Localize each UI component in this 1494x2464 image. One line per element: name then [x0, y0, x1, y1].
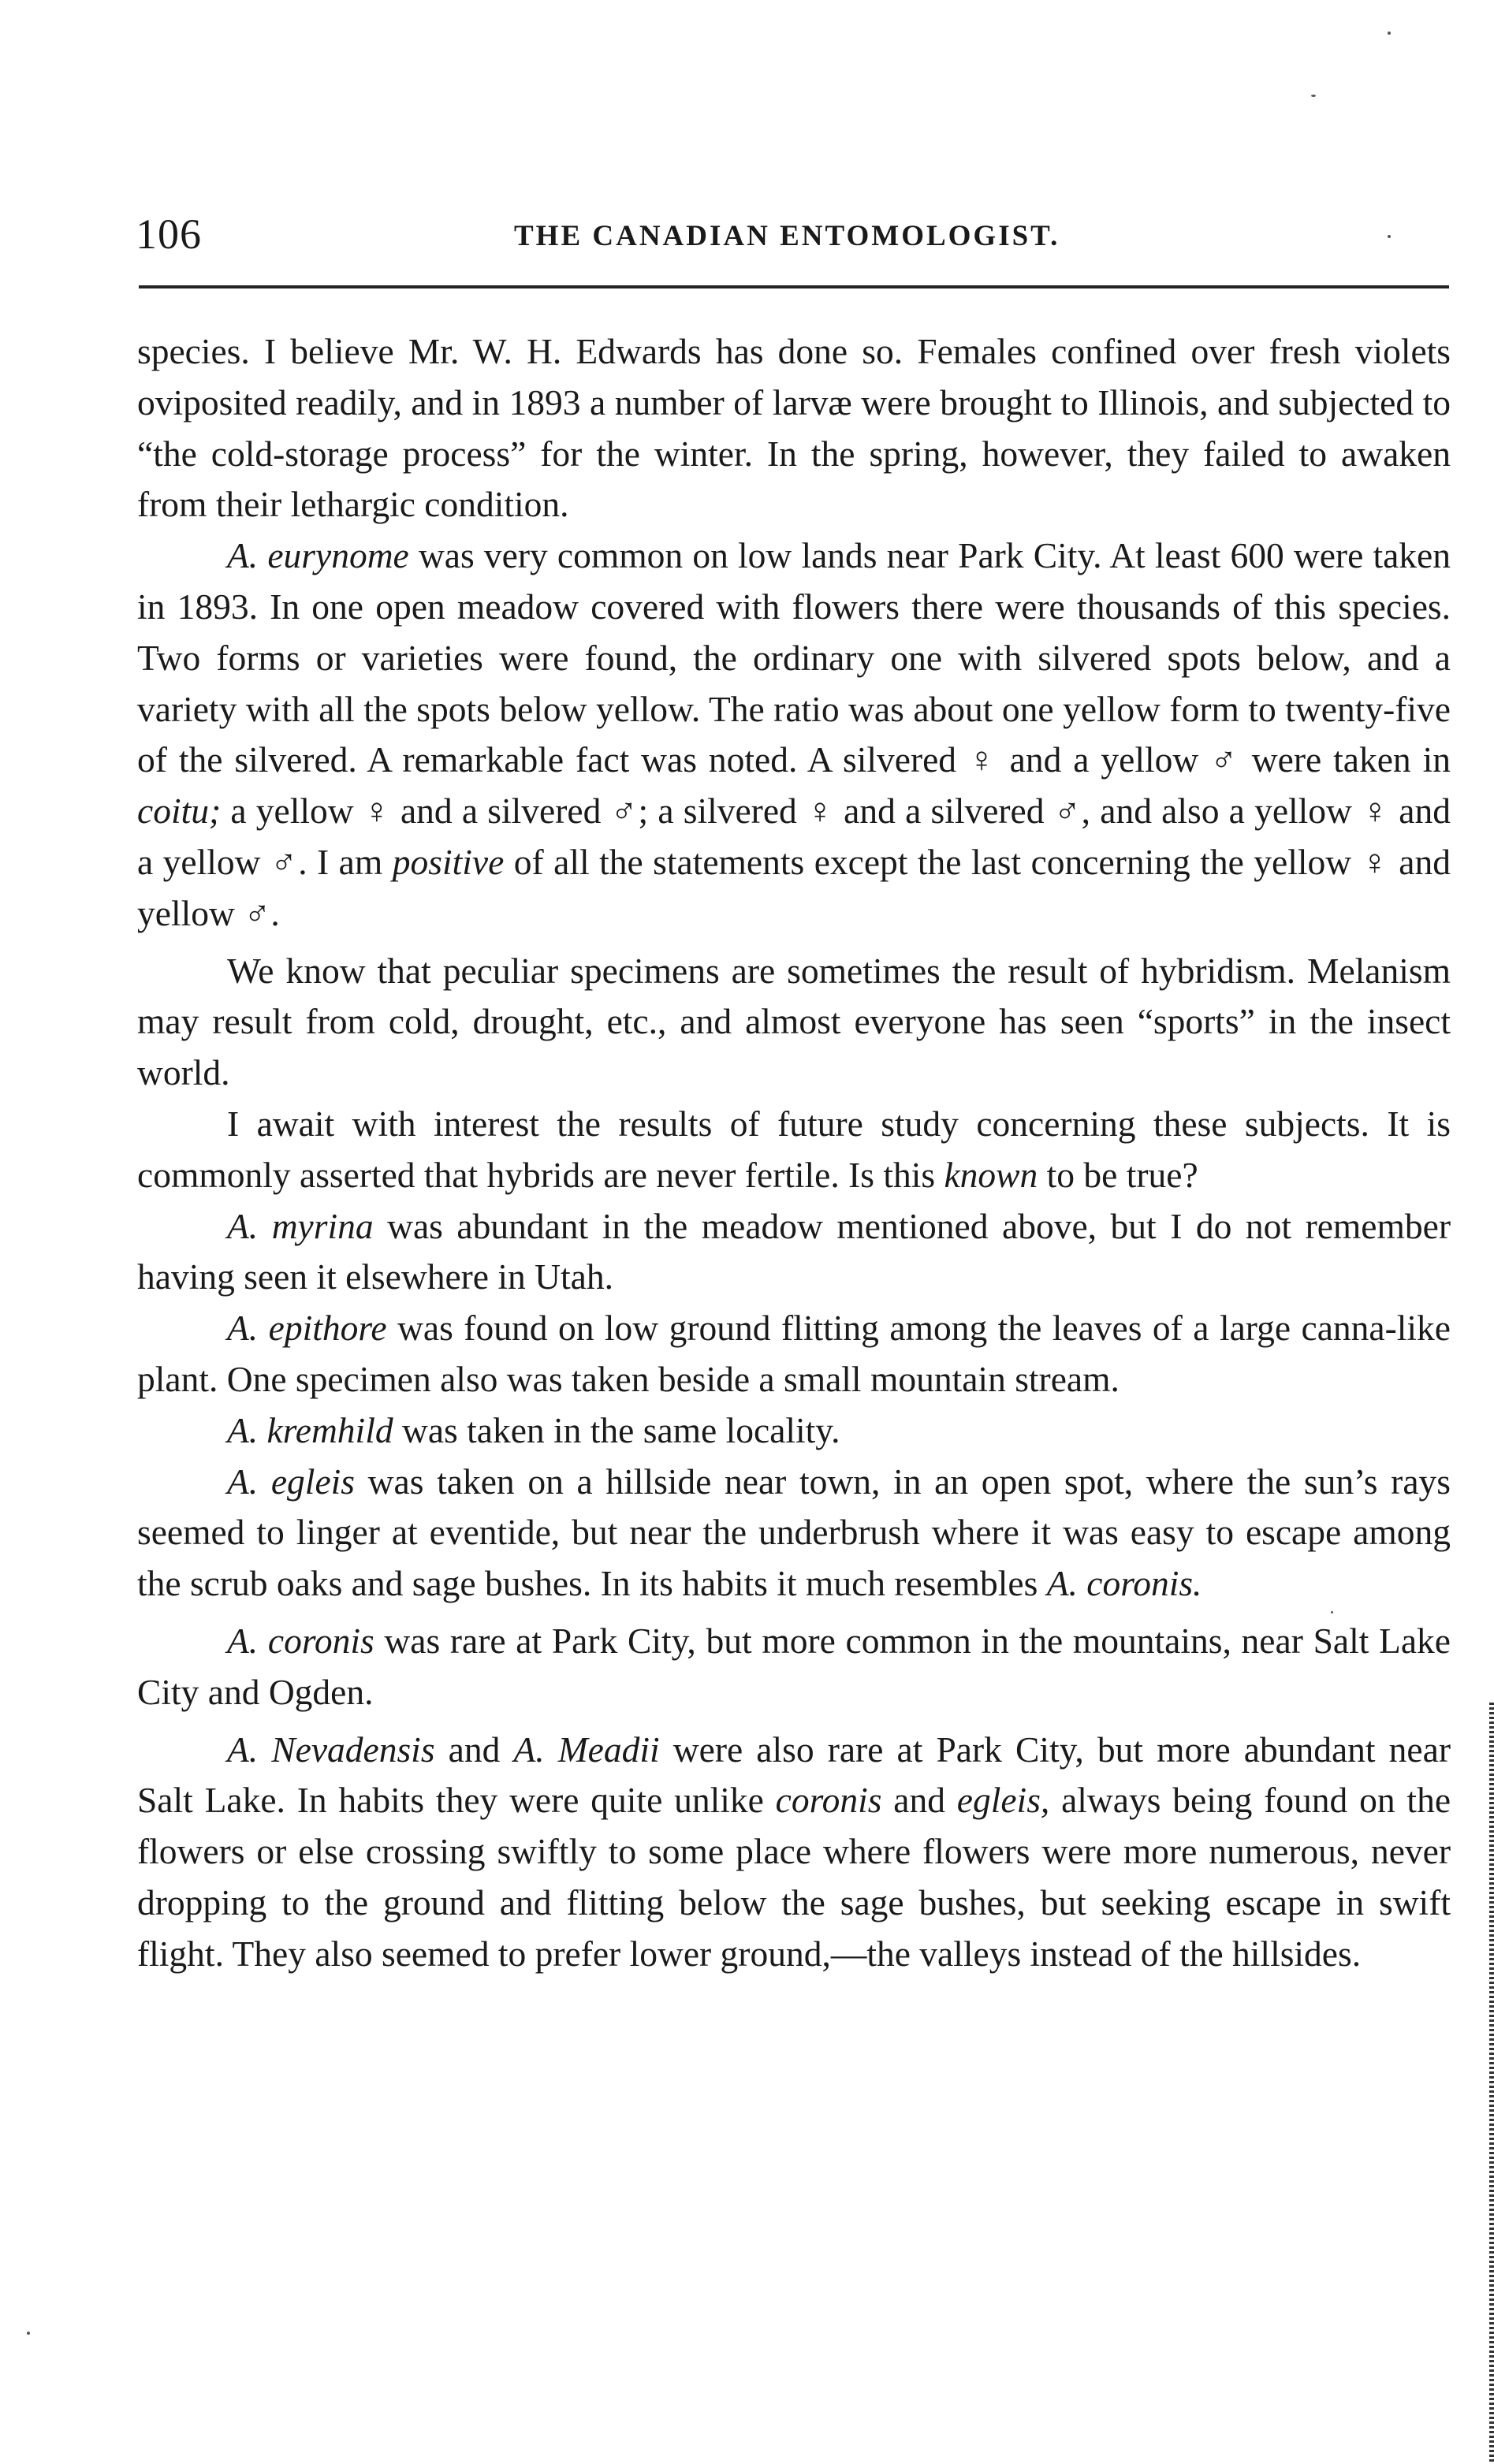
emphasis: positive: [392, 841, 505, 882]
paragraph-nevadensis-meadii: [137, 1725, 1451, 1980]
paragraph-text: and: [881, 1780, 957, 1821]
scan-speck: [1388, 235, 1391, 238]
species-name: A. eurynome: [227, 535, 409, 576]
species-name: A. epithore: [227, 1308, 387, 1349]
scan-edge-shadow: [1489, 1703, 1494, 2464]
paragraph-text: to be true?: [1038, 1154, 1198, 1195]
paragraph-text: always being found on the flowers or else crossing swiftly to some place where flowers were more numerous, never dropping to the ground and flitting below the sage bushes, but seeking escape in swift flight. They also seemed to prefer lower ground,—the valleys instead of the hillsides.: [137, 1780, 1451, 1974]
paragraph-text: was very common on low lands near Park City. At least 600 were taken in 1893. In one open meadow covered with flowers there were thousands of this species. Two forms or varieties were found, the ordinary one with silvered spots below, and a variety with all the spots below yellow. The ratio was about one yellow form to twenty-five of the silvered. A remarkable fact was noted. A silvered ♀ and a yellow ♂ were taken in: [137, 535, 1451, 780]
scan-speck: [27, 2332, 30, 2335]
paragraph-kremhild: [137, 1405, 1451, 1457]
species-name: A. myrina: [227, 1205, 374, 1246]
paragraph-text: was taken on a hillside near town, in an open spot, where the sun’s rays seemed to linger at eventide, but near the underbrush where it was easy to escape among the scrub oaks and sage bushes. In its habits it much resembles: [137, 1461, 1451, 1604]
scan-speck: [1388, 32, 1391, 35]
emphasis: known: [944, 1154, 1038, 1195]
paragraph-text: a yellow ♀ and a silvered ♂; a silvered ♀ and a silvered ♂, and also a yellow ♀ and a yellow ♂. I am: [137, 791, 1451, 882]
paragraph-text: was rare at Park City, but more common in the mountains, near Salt Lake City and Ogden.: [137, 1620, 1451, 1712]
paragraph-epithore: [137, 1303, 1451, 1405]
paragraph-eurynome: [137, 530, 1451, 939]
page-number: 106: [136, 210, 202, 258]
paragraph-text: was taken in the same locality.: [393, 1409, 840, 1450]
species-name: A. Nevadensis: [227, 1729, 435, 1770]
paragraph-text: of all the statements except the last concerning the yellow ♀ and yellow ♂.: [137, 841, 1451, 933]
article-body: [137, 326, 1451, 1980]
paragraph-text: was found on low ground flitting among the leaves of a large canna-like plant. One specimen also was taken beside a small mountain stream.: [137, 1308, 1451, 1399]
paragraph-text: and: [434, 1729, 514, 1770]
paragraph-text: was abundant in the meadow mentioned above, but I do not remember having seen it elsewhere in Utah.: [137, 1205, 1451, 1297]
species-name: A. kremhild: [227, 1409, 393, 1450]
paragraph-egleis: [137, 1457, 1451, 1610]
species-name: A. egleis: [227, 1461, 355, 1502]
paragraph-text: I await with interest the results of future study concerning these subjects. It is commonly asserted that hybrids are never fertile. Is this: [137, 1103, 1451, 1195]
species-name: A. coronis.: [1046, 1563, 1202, 1604]
species-name: coronis: [775, 1780, 882, 1821]
header-rule: [139, 285, 1449, 288]
paragraph-coronis: [137, 1616, 1451, 1718]
paragraph-continuation: species. I believe Mr. W. H. Edwards has done so. Females confined over fresh violets oviposited readily, and in 1893 a number of larvæ were brought to Illinois, and subjected to “the cold-storage process” for the winter. In the spring, however, they failed to awaken from their lethargic condition.: [137, 331, 1451, 525]
scan-speck: [1331, 1611, 1333, 1614]
running-title: THE CANADIAN ENTOMOLOGIST.: [514, 220, 1060, 252]
paragraph-myrina: [137, 1201, 1451, 1304]
page-header: [136, 207, 1451, 262]
latin-term: coitu;: [137, 791, 222, 832]
paragraph-text: were also rare at Park City, but more abundant near Salt Lake. In habits they were quite unlike: [137, 1729, 1451, 1821]
species-name: A. Meadii: [513, 1729, 660, 1770]
species-name: A. coronis: [227, 1620, 374, 1661]
species-name: egleis,: [956, 1780, 1050, 1821]
scan-speck: [1311, 95, 1316, 97]
paragraph-hybridism: We know that peculiar specimens are sometimes the result of hybridism. Melanism may result from cold, drought, etc., and almost everyone has seen “sports” in the insect world.: [137, 950, 1451, 1093]
paragraph-future-study: [137, 1099, 1451, 1201]
